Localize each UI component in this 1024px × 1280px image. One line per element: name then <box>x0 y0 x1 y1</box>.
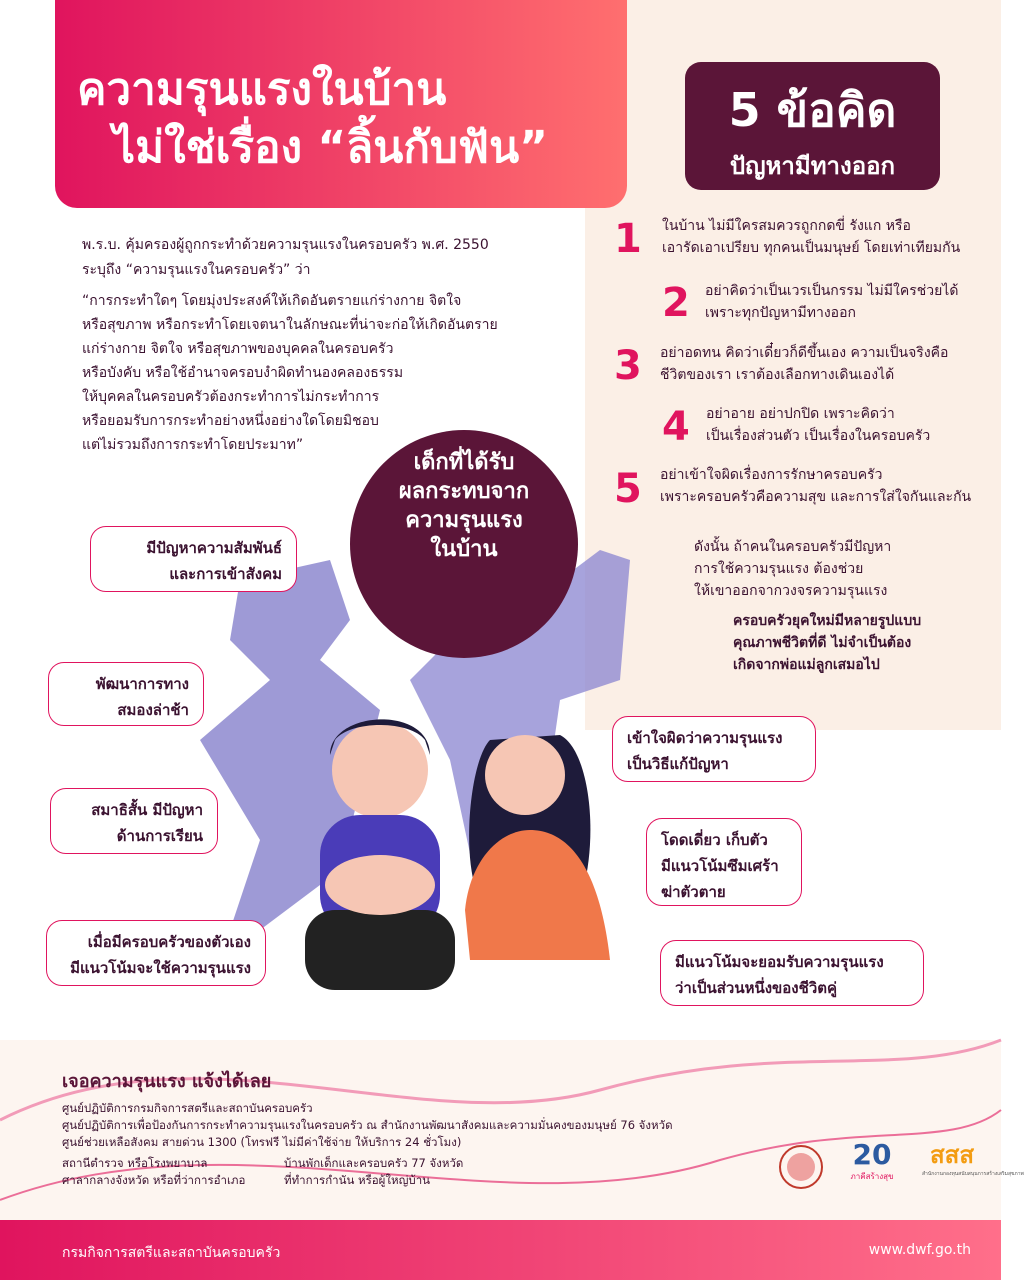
effect-bubble-future: เมื่อมีครอบครัวของตัวเอง มีแนวโน้มจะใช้ความรุนแรง <box>46 920 266 986</box>
law-quote-line: หรือสุขภาพ หรือกระทำโดยเจตนาในลักษณะที่น่าจะก่อให้เกิดอันตราย <box>82 317 498 333</box>
idea-number: 2 <box>662 280 690 326</box>
law-title: พ.ร.บ. คุ้มครองผู้ถูกกระทำด้วยความรุนแรงในครอบครัว พ.ศ. 2550 <box>82 237 489 253</box>
law-quote-line: แก่ร่างกาย จิตใจ หรือสุขภาพของบุคคลในครอบครัว <box>82 341 394 357</box>
law-quote-line: ให้บุคคลในครอบครัวต้องกระทำการไม่กระทำการ <box>82 389 380 405</box>
effect-bubble-learning: สมาธิสั้น มีปัญหา ด้านการเรียน <box>50 788 218 854</box>
five-ideas-subheading: ปัญหามีทางออก <box>729 152 896 180</box>
law-quote-line: หรือยอมรับการกระทำอย่างหนึ่งอย่างใดโดยมิชอบ <box>82 413 379 429</box>
note-bold-text: ครอบครัวยุคใหม่มีหลายรูปแบบ คุณภาพชีวิตที่ดี ไม่จำเป็นต้อง เกิดจากพ่อแม่ลูกเสมอไป <box>733 613 922 673</box>
effect-bubble-accept: มีแนวโน้มจะยอมรับความรุนแรง ว่าเป็นส่วนหนึ่งของชีวิตคู่ <box>660 940 924 1006</box>
idea-text: ในบ้าน ไม่มีใครสมควรถูกกดขี่ รังแก หรือ เอารัดเอาเปรียบ ทุกคนเป็นมนุษย์ โดยเท่าเทียมกัน <box>662 218 961 256</box>
idea-text: อย่าอดทน คิดว่าเดี๋ยวก็ดีขึ้นเอง ความเป็นจริงคือ ชีวิตของเรา เราต้องเลือกทางเดินเองได้ <box>660 345 949 383</box>
five-ideas-box <box>685 62 940 190</box>
effect-bubble-depression: โดดเดี่ยว เก็บตัว มีแนวโน้มซึมเศร้า ฆ่าตัวตาย <box>646 818 802 906</box>
contact-line: สถานีตำรวจ หรือโรงพยาบาล <box>62 1156 208 1170</box>
idea-number: 1 <box>614 216 642 262</box>
effect-bubble-social: มีปัญหาความสัมพันธ์ และการเข้าสังคม <box>90 526 297 592</box>
ministry-seal-icon <box>778 1144 824 1190</box>
contact-line: ศูนย์ช่วยเหลือสังคม สายด่วน 1300 (โทรฟรี ไม่มีค่าใช้จ่าย ให้บริการ 24 ชั่วโมง) <box>62 1135 462 1149</box>
contact-line: ศาลากลางจังหวัด หรือที่ว่าการอำเภอ <box>62 1173 246 1187</box>
title-banner <box>55 0 627 208</box>
contact-line: ศูนย์ปฏิบัติการกรมกิจการสตรีและสถาบันครอบครัว <box>62 1101 313 1115</box>
idea-text: อย่าอาย อย่าปกปิด เพราะคิดว่า เป็นเรื่องส่วนตัว เป็นเรื่องในครอบครัว <box>706 406 931 444</box>
anniversary-logo: 20 ภาคีสร้างสุข <box>850 1138 894 1181</box>
footer-website-link[interactable]: www.dwf.go.th <box>868 1242 971 1258</box>
law-quote-line: หรือบังคับ หรือใช้อำนาจครอบงำผิดทำนองคลองธรรม <box>82 365 404 381</box>
children-affected-circle <box>350 430 578 658</box>
contact-line: ศูนย์ปฏิบัติการเพื่อป้องกันการกระทำความรุนแรงในครอบครัว ณ สำนักงานพัฒนาสังคมและความมั่นคงของมนุษย์ 76 จังหวัด <box>62 1118 673 1132</box>
law-intro: ระบุถึง “ความรุนแรงในครอบครัว” ว่า <box>82 262 311 278</box>
idea-number: 5 <box>614 466 642 512</box>
idea-number: 4 <box>662 404 690 450</box>
footer-bar <box>0 1220 1001 1280</box>
note-text: ดังนั้น ถ้าคนในครอบครัวมีปัญหา การใช้ความรุนแรง ต้องช่วย ให้เขาออกจากวงจรความรุนแรง <box>694 539 892 599</box>
contact-line: ที่ทำการกำนัน หรือผู้ใหญ่บ้าน <box>284 1173 431 1187</box>
idea-text: อย่าคิดว่าเป็นเวรเป็นกรรม ไม่มีใครช่วยได้ เพราะทุกปัญหามีทางออก <box>705 283 959 321</box>
thaihealth-logo: สสส สำนักงานกองทุนสนับสนุนการสร้างเสริมสุขภาพ <box>922 1141 1024 1177</box>
idea-text: อย่าเข้าใจผิดเรื่องการรักษาครอบครัว เพราะครอบครัวคือความสุข และการใส่ใจกันและกัน <box>660 467 972 505</box>
law-quote-line: แต่ไม่รวมถึงการกระทำโดยประมาท” <box>82 437 304 453</box>
title-line-2: ไม่ใช่เรื่อง “ลิ้นกับฟัน” <box>113 122 549 173</box>
five-ideas-heading: 5 ข้อคิด <box>728 83 897 137</box>
idea-number: 3 <box>614 343 642 389</box>
title-line-1: ความรุนแรงในบ้าน <box>77 64 447 115</box>
contact-line: บ้านพักเด็กและครอบครัว 77 จังหวัด <box>284 1156 464 1170</box>
effect-bubble-misunderstand: เข้าใจผิดว่าความรุนแรง เป็นวิธีแก้ปัญหา <box>612 716 816 782</box>
law-quote-line: “การกระทำใดๆ โดยมุ่งประสงค์ให้เกิดอันตรายแก่ร่างกาย จิตใจ <box>82 293 462 309</box>
report-title: เจอความรุนแรง แจ้งได้เลย <box>62 1071 272 1092</box>
footer-organization: กรมกิจการสตรีและสถาบันครอบครัว <box>62 1245 281 1261</box>
effect-bubble-brain: พัฒนาการทาง สมองล่าช้า <box>48 662 204 726</box>
circle-text: เด็กที่ได้รับ ผลกระทบจาก ความรุนแรง ในบ้าน <box>398 450 530 562</box>
